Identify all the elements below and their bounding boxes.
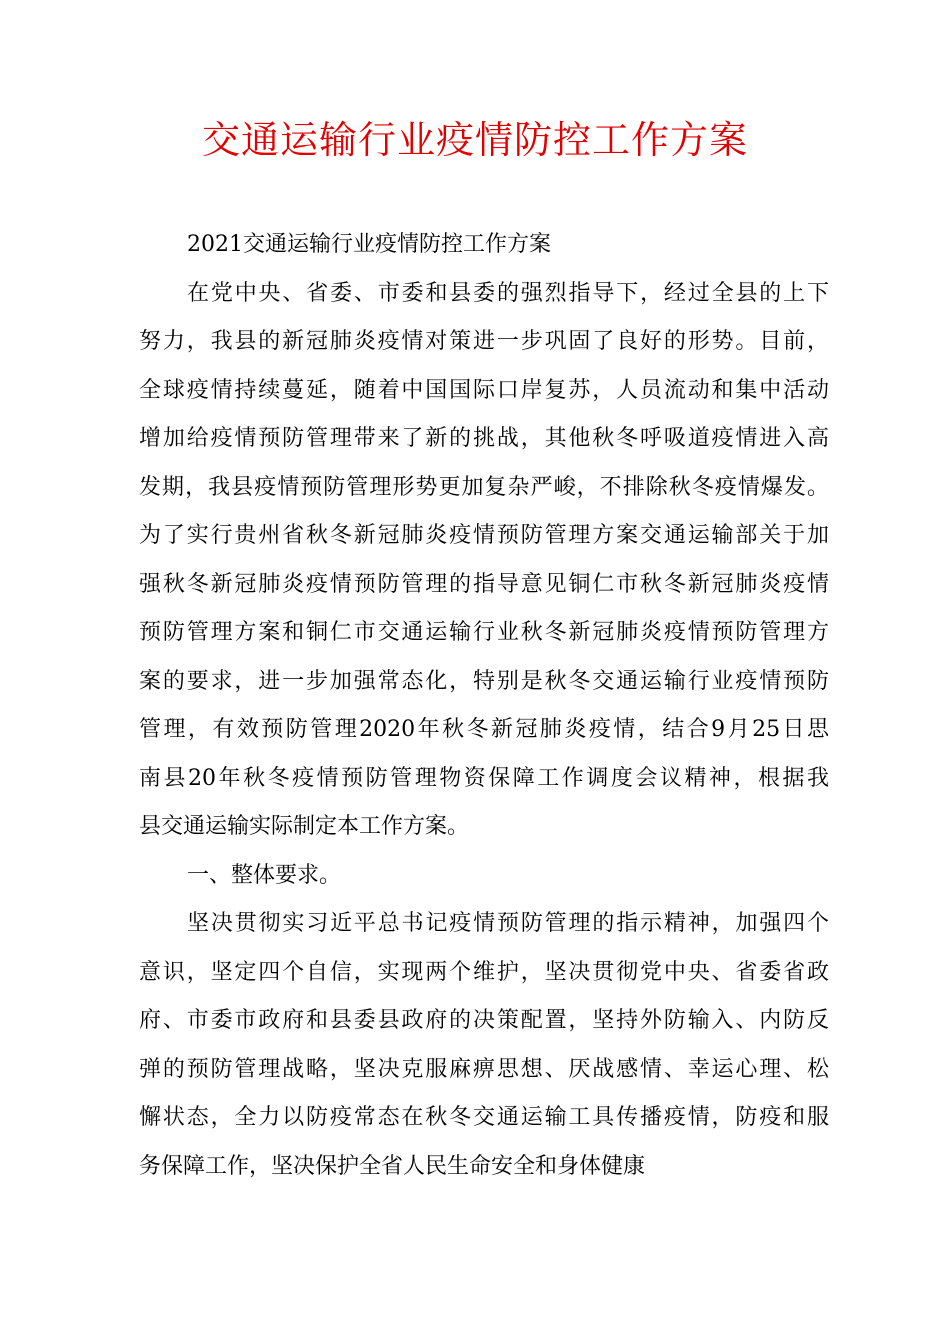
paragraph-line: 发期，我县疫情预防管理形势更加复杂严峻，不排除秋冬疫情爆发。 <box>139 474 829 500</box>
paragraph-line: 懈状态，全力以防疫常态在秋冬交通运输工具传播疫情，防疫和服 <box>139 1105 829 1130</box>
paragraph-line: 弹的预防管理战略，坚决克服麻痹思想、厌战感情、幸运心理、松 <box>139 1056 829 1082</box>
paragraph-line: 在党中央、省委、市委和县委的强烈指导下，经过全县的上下 <box>187 280 829 306</box>
document-title: 交通运输行业疫情防控工作方案 <box>201 118 748 162</box>
paragraph-line: 务保障工作，坚决保护全省人民生命安全和身体健康 <box>139 1153 646 1179</box>
paragraph-line: 增加给疫情预防管理带来了新的挑战，其他秋冬呼吸道疫情进入高 <box>139 426 829 451</box>
paragraph-line: 坚决贯彻实习近平总书记疫情预防管理的指示精神，加强四个 <box>187 911 829 936</box>
paragraph-line: 县交通运输实际制定本工作方案。 <box>139 814 470 839</box>
paragraph-line: 府、市委市政府和县委县政府的决策配置，坚持外防输入、内防反 <box>139 1008 829 1033</box>
paragraph-line: 南县20年秋冬疫情预防管理物资保障工作调度会议精神，根据我 <box>139 765 829 791</box>
paragraph-requirements <box>139 900 829 1191</box>
paragraph-line: 努力，我县的新冠肺炎疫情对策进一步巩固了良好的形势。目前， <box>139 329 829 354</box>
section-heading: 一、整体要求。 <box>187 862 342 888</box>
paragraph-line: 为了实行贵州省秋冬新冠肺炎疫情预防管理方案交通运输部关于加 <box>139 523 829 548</box>
paragraph-intro <box>139 270 829 852</box>
paragraph-line: 预防管理方案和铜仁市交通运输行业秋冬新冠肺炎疫情预防管理方 <box>139 620 829 645</box>
paragraph-line: 意识，坚定四个自信，实现两个维护，坚决贯彻党中央、省委省政 <box>139 959 829 985</box>
paragraph-line: 案的要求，进一步加强常态化，特别是秋冬交通运输行业疫情预防 <box>139 668 829 694</box>
document-body <box>139 221 829 1191</box>
paragraph-line: 全球疫情持续蔓延，随着中国国际口岸复苏，人员流动和集中活动 <box>139 377 829 403</box>
subtitle-line: 2021交通运输行业疫情防控工作方案 <box>187 232 551 257</box>
paragraph-line: 管理，有效预防管理2020年秋冬新冠肺炎疫情，结合9月25日思 <box>139 717 829 742</box>
paragraph-line: 强秋冬新冠肺炎疫情预防管理的指导意见铜仁市秋冬新冠肺炎疫情 <box>139 571 829 597</box>
